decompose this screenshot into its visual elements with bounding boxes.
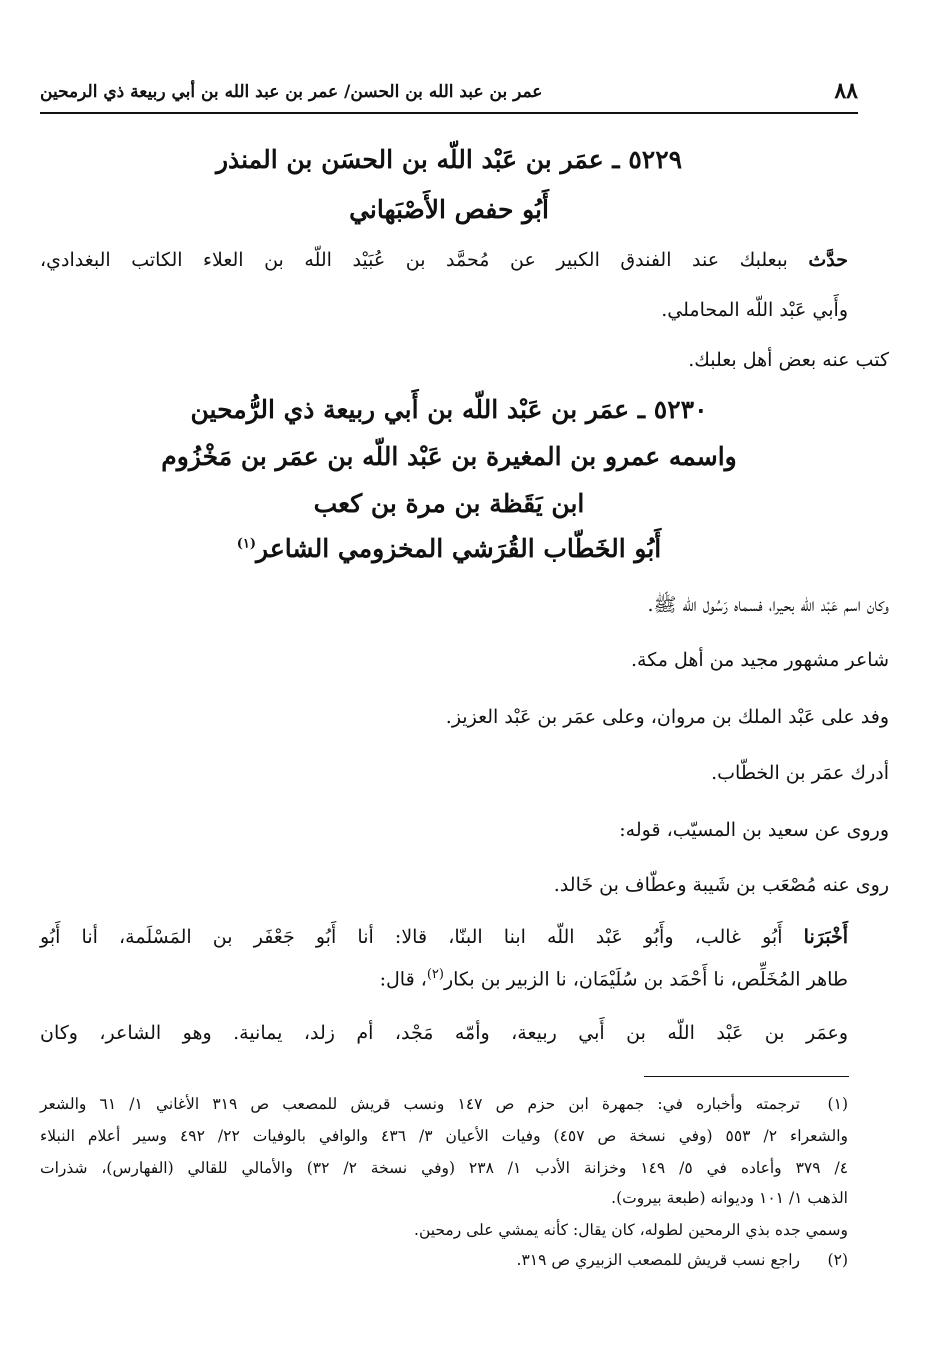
entry-5230-name-line: واسمه عمرو بن المغيرة بن عَبْد اللّه بن عمَر بن مَخْزُوم xyxy=(161,442,737,471)
footnote-1-line-4: الذهب ١/ ١٠١ وديوانه (طبعة بيروت). xyxy=(611,1189,848,1207)
entry-5229-line-3: كتب عنه بعض أهل بعلبك. xyxy=(688,349,889,371)
footnote-1-marker: (١) xyxy=(827,1095,848,1113)
footnote-1 xyxy=(40,1092,848,1117)
footnote-1-cont-2 xyxy=(40,1156,848,1181)
footnote-1-line-5: وسمي جده بذي الرمحين لطوله، كان يقال: كأنه يمشي على رمحين. xyxy=(414,1221,848,1239)
entry-5230-title: ٥٢٣٠ ـ عمَر بن عَبْد اللّه بن أَبي ربيعة ذي الرُّمحين xyxy=(190,395,708,424)
footnote-1-cont-4 xyxy=(40,1218,848,1243)
footnote-ref-2: (٢) xyxy=(426,967,444,982)
entry-5229-line-2: وأَبي عَبْد اللّه المحاملي. xyxy=(661,299,848,321)
entry-5230-kunya: أَبُو الخَطّاب القُرَشي المخزومي الشاعر$^{(١)}$ xyxy=(236,534,662,563)
entry-5230-para-5: وروى عن سعيد بن المسيّب، قوله: xyxy=(619,819,889,841)
entry-5230-para-4: أدرك عمَر بن الخطّاب. xyxy=(711,762,889,784)
footnote-2-marker: (٢) xyxy=(827,1251,848,1269)
entry-5230-para-8: وعمَر بن عَبْد اللّه بن أَبي ربيعة، وأمّه مَجْد، أم زلد، يمانية. وهو الشاعر، وكان xyxy=(40,1022,848,1044)
page-header xyxy=(40,72,858,114)
akhbarana-word: أَخْبَرَنا xyxy=(803,926,848,948)
entry-5229-line-1: حدَّث ببعلبك عند الفندق الكبير عن مُحمَّد بن عُبَيْد اللّه بن العلاء الكاتب البغدادي، xyxy=(40,249,848,271)
footnote-1-line-2: والشعراء ٢/ ٥٥٣ (وفي نسخة ص ٤٥٧) وفيات الأعيان ٣/ ٤٣٦ والوافي بالوفيات ٢٢/ ٤٩٢ وسير أعلام النبلاء xyxy=(40,1127,848,1145)
page-number: ٨٨ xyxy=(834,78,858,104)
footnote-1-cont-1 xyxy=(40,1124,848,1149)
entry-5230-lineage-line: ابن يَقَظة بن مرة بن كعب xyxy=(313,489,585,518)
entry-5230-para-3: وفد على عَبْد الملك بن مروان، وعلى عمَر بن عَبْد العزيز. xyxy=(445,706,889,728)
entry-5230-isnad-line-2: طاهر المُخَلِّص، نا أَحْمَد بن سُلَيْمَان، نا الزبير بن بكار$^{(٢)}$، قال: xyxy=(379,967,848,991)
footnote-1-line-3: ٤/ ٣٧٩ وأعاده في ٥/ ١٤٩ وخزانة الأدب ١/ ٢٣٨ (وفي نسخة ٢/ ٣٢) والأمالي للقالي (الفهارس)، شذرات xyxy=(40,1159,849,1177)
entry-5230-para-6: روى عنه مُصْعَب بن شَيبة وعطّاف بن خَالد. xyxy=(553,874,889,896)
running-title: عمر بن عبد الله بن الحسن/ عمر بن عبد الله بن أبي ربيعة ذي الرمحين xyxy=(40,82,543,102)
entry-5229-title: ٥٢٢٩ ـ عمَر بن عَبْد اللّه بن الحسَن بن المنذر xyxy=(215,145,683,174)
footnote-1-cont-3 xyxy=(40,1186,848,1211)
footnote-separator xyxy=(644,1076,849,1077)
entry-5229-kunya: أَبُو حفص الأَصْبَهاني xyxy=(349,195,549,224)
footnote-1-line-1: ترجمته وأخباره في: جمهرة ابن حزم ص ١٤٧ ونسب قريش للمصعب ص ٣١٩ الأغاني ١/ ٦١ والشعر xyxy=(40,1095,800,1113)
entry-5230-isnad-line-1: أَخْبَرَنا أَبُو غالب، وأَبُو عَبْد اللّه ابنا البنّا، قالا: أنا أَبُو جَعْفَر بن المَسْلَمة، أنا أَبُو xyxy=(40,926,848,948)
footnote-2-line-1: راجع نسب قريش للمصعب الزبيري ص ٣١٩. xyxy=(516,1251,800,1269)
footnote-2 xyxy=(40,1248,848,1273)
footnote-ref-1: (١) xyxy=(236,536,257,552)
hadath-word: حدَّث xyxy=(808,249,848,271)
entry-5230-para-1: وكان اسم عَبْد اللّه بحيرا، فسماه رَسُول الله ﷺ. xyxy=(647,594,889,616)
entry-5230-para-2: شاعر مشهور مجيد من أهل مكة. xyxy=(631,649,889,671)
